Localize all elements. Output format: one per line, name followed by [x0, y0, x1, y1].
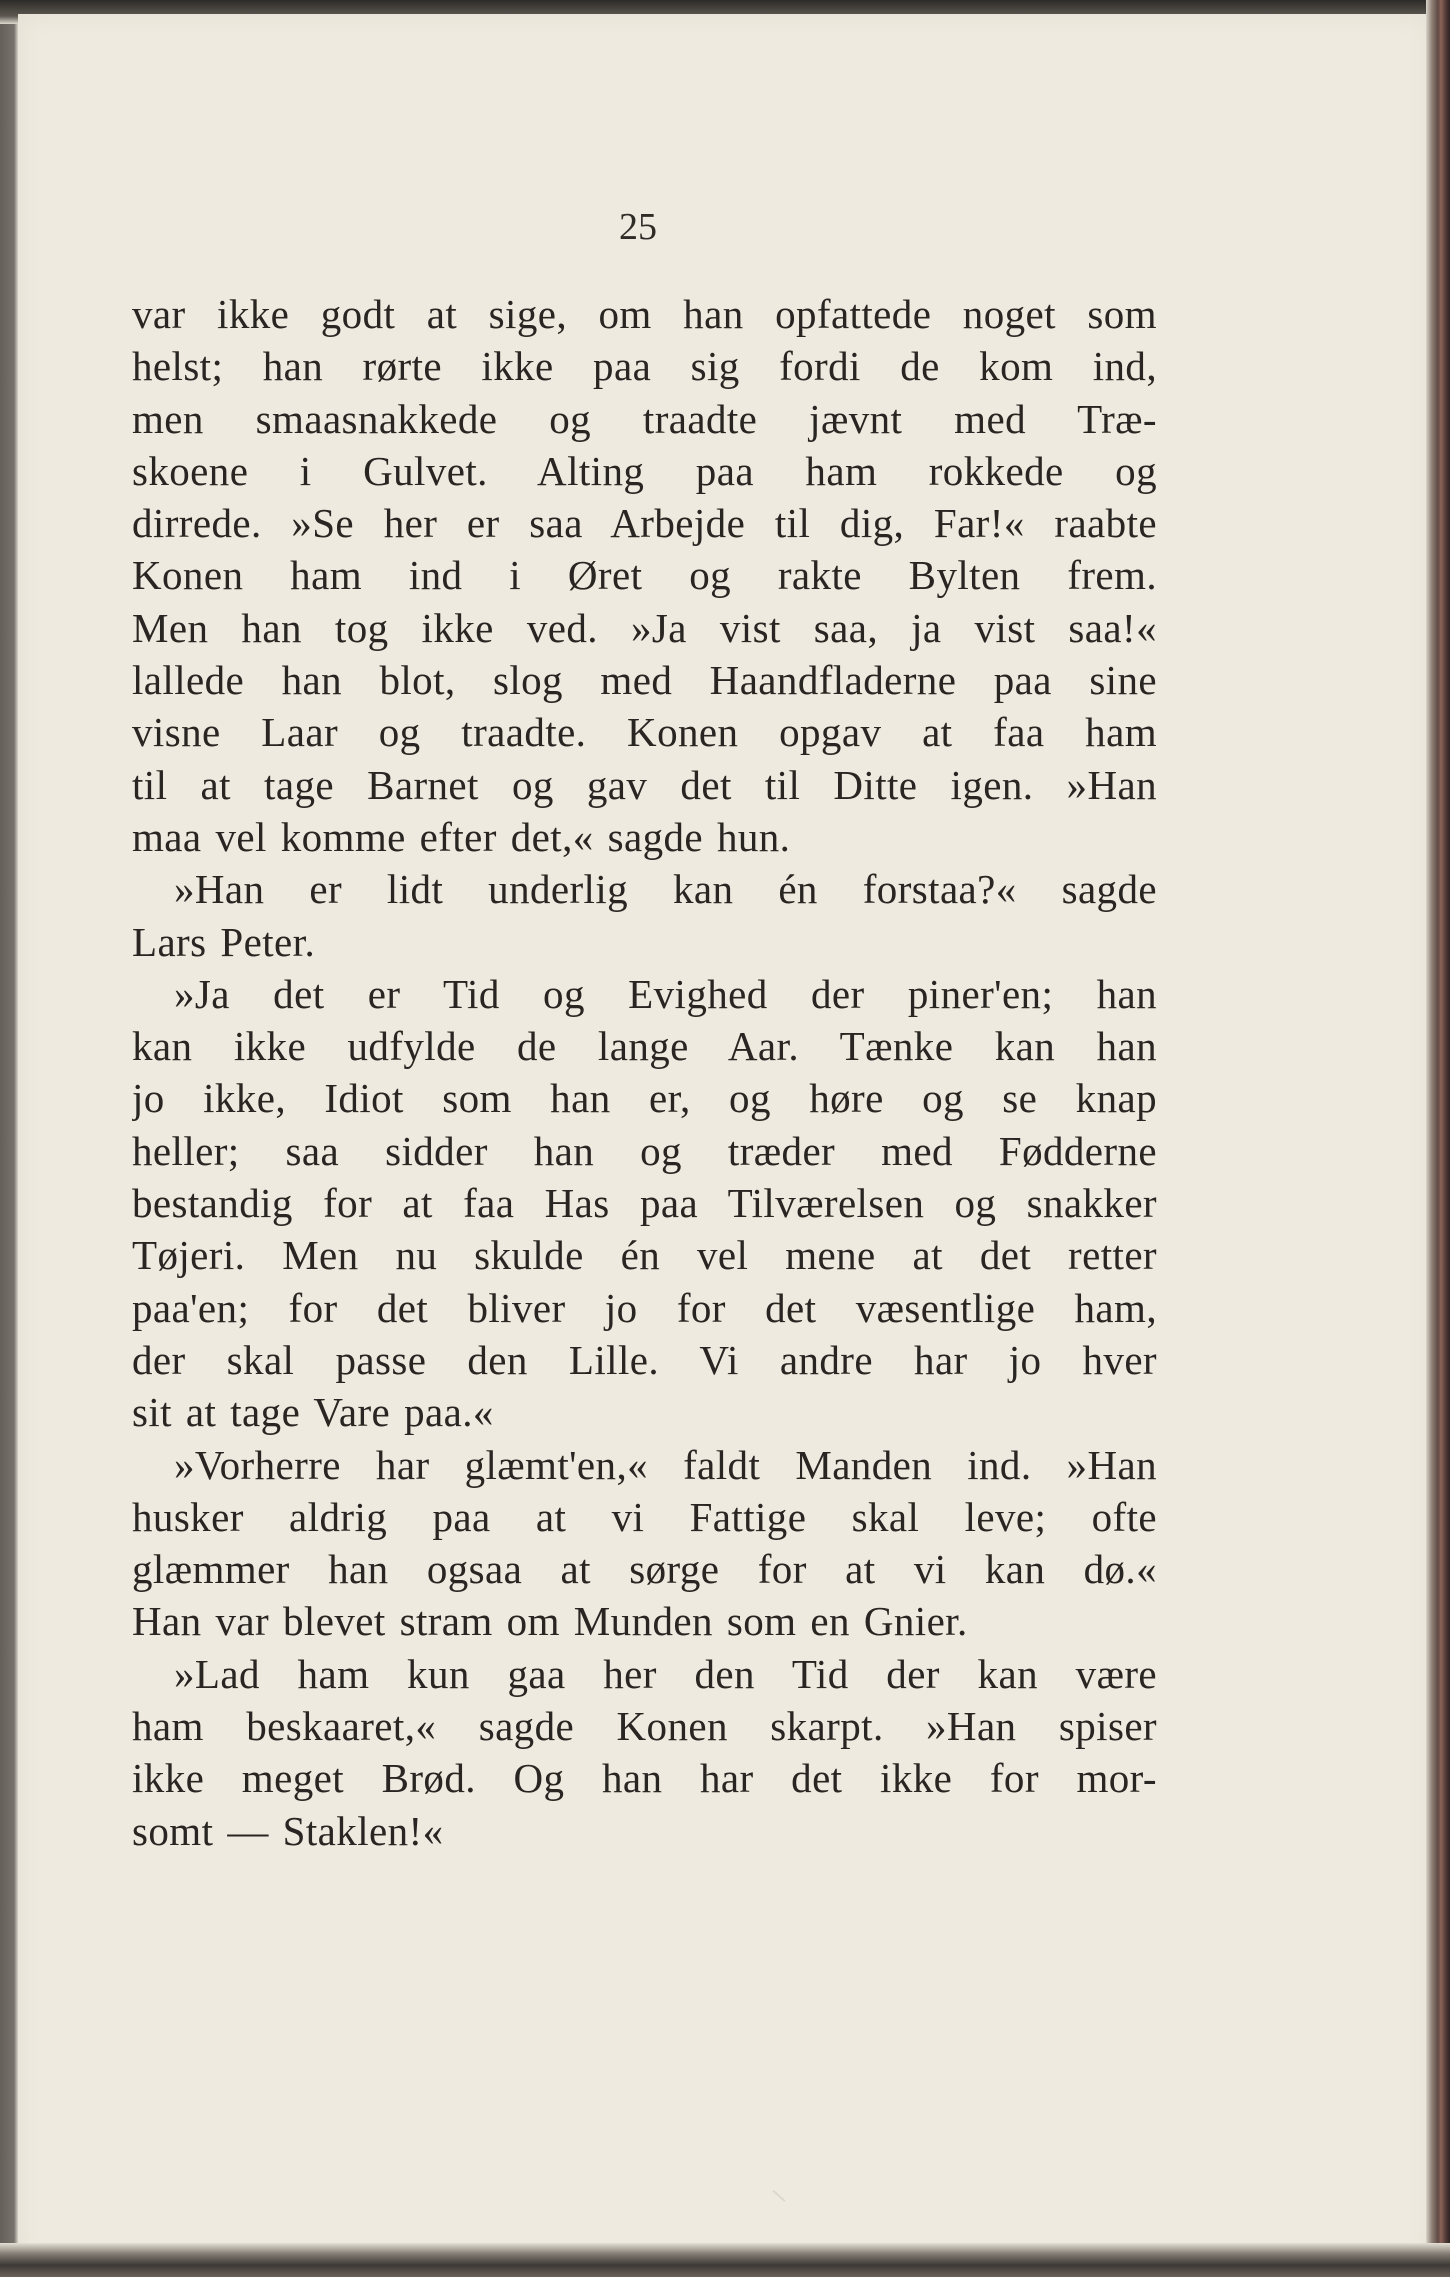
page-number: 25	[619, 206, 657, 248]
text-line: husker aldrig paa at vi Fattige skal leve; ofte	[132, 1493, 1157, 1540]
text-line: ikke meget Brød. Og han har det ikke for mor-	[132, 1755, 1157, 1802]
text-line: der skal passe den Lille. Vi andre har jo hver	[132, 1336, 1157, 1383]
text-line: kan ikke udfylde de lange Aar. Tænke kan han	[132, 1023, 1157, 1070]
text-line: Tøjeri. Men nu skulde én vel mene at det retter	[132, 1232, 1157, 1279]
text-line: bestandig for at faa Has paa Tilværelsen og snakker	[132, 1180, 1157, 1227]
text-line: »Ja det er Tid og Evighed der piner'en; han	[174, 970, 1157, 1017]
text-line: dirrede. »Se her er saa Arbejde til dig, Far!« raabte	[132, 500, 1157, 547]
text-line: ham beskaaret,« sagde Konen skarpt. »Han spiser	[132, 1703, 1157, 1750]
text-line: Han var blevet stram om Munden som en Gnier.	[132, 1598, 968, 1645]
text-line: men smaasnakkede og traadte jævnt med Træ-	[132, 395, 1157, 442]
text-line: til at tage Barnet og gav det til Ditte igen. »Han	[132, 761, 1157, 808]
text-line: paa'en; for det bliver jo for det væsentlige ham,	[132, 1284, 1157, 1331]
book-spine-edge	[1426, 0, 1450, 2277]
text-line: somt — Staklen!«	[132, 1807, 444, 1854]
text-line: »Lad ham kun gaa her den Tid der kan være	[174, 1650, 1157, 1697]
text-line: visne Laar og traadte. Konen opgav at faa ham	[132, 709, 1157, 756]
text-line: maa vel komme efter det,« sagde hun.	[132, 813, 791, 860]
text-line: glæmmer han ogsaa at sørge for at vi kan dø.«	[132, 1546, 1157, 1593]
text-line: »Vorherre har glæmt'en,« faldt Manden ind. »Han	[174, 1441, 1157, 1488]
text-line: Lars Peter.	[132, 918, 316, 965]
text-line: »Han er lidt underlig kan én forstaa?« sagde	[174, 866, 1157, 913]
text-line: sit at tage Vare paa.«	[132, 1389, 494, 1436]
text-line: skoene i Gulvet. Alting paa ham rokkede og	[132, 447, 1157, 494]
text-line: jo ikke, Idiot som han er, og høre og se knap	[132, 1075, 1157, 1122]
text-line: Men han tog ikke ved. »Ja vist saa, ja vist saa!«	[132, 604, 1157, 651]
text-line: Konen ham ind i Øret og rakte Bylten frem.	[132, 552, 1157, 599]
text-line: heller; saa sidder han og træder med Fødderne	[132, 1127, 1157, 1174]
text-line: lallede han blot, slog med Haandfladerne paa sine	[132, 657, 1157, 704]
text-line: var ikke godt at sige, om han opfattede noget som	[132, 291, 1157, 337]
text-line: helst; han rørte ikke paa sig fordi de kom ind,	[132, 343, 1157, 390]
main-text	[132, 288, 1157, 1857]
page-bottom-edge	[0, 2243, 1450, 2277]
